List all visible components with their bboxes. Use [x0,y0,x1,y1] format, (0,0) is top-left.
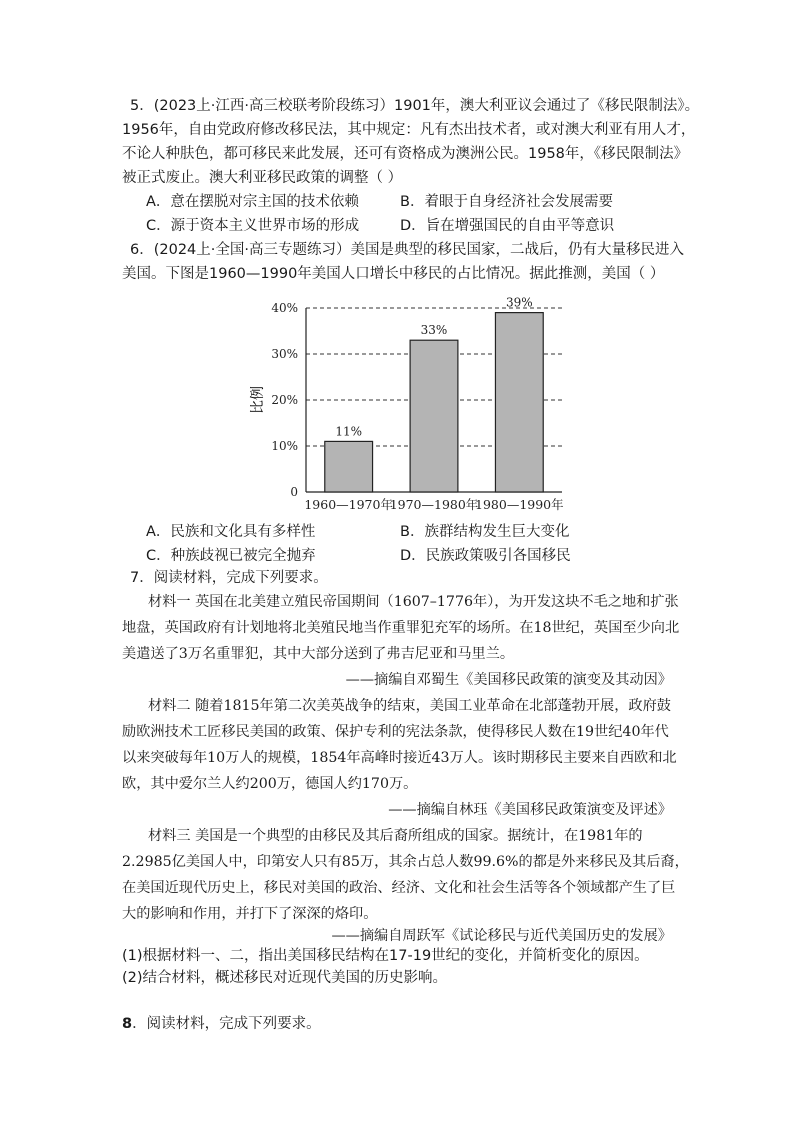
q5-stem-line-1: 5．(2023上·江西·高三校联考阶段练习）1901年，澳大利亚议会通过了《移民限制法》。 [130,98,700,114]
q6-stem-line-2: 美国。下图是1960—1990年美国人口增长中移民的占比情况。据此推测，美国（ ） [122,266,665,282]
y-tick-label: 10% [271,439,298,453]
q7-requirement-1: (1)根据材料一、二，指出美国移民结构在17-19世纪的变化，并简析变化的原因。 [122,948,649,964]
q5-option-d: D．旨在增强国民的自由平等意识 [400,218,615,234]
question-8 [122,1014,321,1034]
y-tick-label: 30% [271,347,298,361]
immigration-share-bar-chart [0,0,800,520]
q7-material-2-line-2: 励欧洲技术工匠移民美国的政策、保护专利的宪法条款，使得移民人数在19世纪40年代 [122,724,669,740]
y-tick-label: 0 [290,485,298,499]
q5-stem-line-4: 被正式废止。澳大利亚移民政策的调整（ ） [122,170,403,186]
q6-option-b: B．族群结构发生巨大变化 [400,524,570,540]
y-tick-label: 20% [271,393,298,407]
x-tick-label: 1960—1970年 [304,497,393,512]
q7-material-3-line-3: 在美国近现代历史上，移民对美国的政治、经济、文化和社会生活等各个领域都产生了巨 [122,880,676,896]
q7-material-1-line-3: 美遣送了3万名重罪犯，其中大部分送到了弗吉尼亚和马里兰。 [122,646,515,662]
bar [325,441,373,492]
bar-data-label: 33% [420,323,448,338]
bar-data-label: 11% [335,424,363,439]
q5-stem-line-3: 不论人种肤色，都可移民来此发展，还可有资格成为澳洲公民。1958年，《移民限制法》 [122,146,689,162]
q7-material-2-line-1: 材料二 随着1815年第二次美英战争的结束，美国工业革命在北部蓬勃开展，政府鼓 [148,698,671,714]
q7-material-2-line-3: 以来突破每年10万人的规模，1854年高峰时接近43万人。该时期移民主要来自西欧和北 [122,750,677,766]
q6-option-a: A．民族和文化具有多样性 [146,524,316,540]
q5-option-a: A．意在摆脱对宗主国的技术依赖 [146,194,359,210]
q7-material-2-line-4: 欧，其中爱尔兰人约200万，德国人约170万。 [122,776,418,792]
bar [410,340,458,492]
q7-material-1-line-1: 材料一 英国在北美建立殖民帝国期间（1607–1776年），为开发这块不毛之地和扩张 [148,594,679,610]
y-axis-label: 比例 [250,386,266,414]
q7-material-3-line-4: 大的影响和作用，并打下了深深的烙印。 [122,906,378,922]
q5-option-c: C．源于资本主义世界市场的形成 [146,218,360,234]
q7-material-3-line-2: 2.2985亿美国人中，印第安人只有85万，其余占总人数99.6%的都是外来移民及其后裔， [122,854,689,870]
q5-option-b: B．着眼于自身经济社会发展需要 [400,194,613,210]
q6-stem-line-1: 6．(2024上·全国·高三专题练习）美国是典型的移民国家，二战后，仍有大量移民进入 [130,242,684,258]
q8-stem: ．阅读材料，完成下列要求。 [132,1016,321,1032]
q7-material-1-source: ——摘编自邓蜀生《美国移民政策的演变及其动因》 [345,672,672,688]
q7-material-1-line-2: 地盘，英国政府有计划地将北美殖民地当作重罪犯充军的场所。在18世纪，英国至少向北 [122,620,680,636]
bar [495,313,543,492]
q7-stem: 7．阅读材料，完成下列要求。 [130,570,328,586]
q6-option-d: D．民族政策吸引各国移民 [400,548,571,564]
q7-requirement-2: (2)结合材料，概述移民对近现代美国的历史影响。 [122,970,448,986]
q7-material-2-source: ——摘编自林珏《美国移民政策演变及评述》 [388,802,672,818]
q7-material-3-line-1: 材料三 美国是一个典型的由移民及其后裔所组成的国家。据统计，在1981年的 [148,828,643,844]
y-tick-label: 40% [271,301,298,315]
x-tick-label: 1970—1980年 [389,497,479,512]
x-tick-label: 1980—1990年 [475,497,564,512]
q6-option-c: C．种族歧视已被完全抛弃 [146,548,316,564]
bar-data-label: 39% [505,295,533,310]
q7-material-3-source: ——摘编自周跃军《试论移民与近代美国历史的发展》 [331,928,672,944]
q8-number: 8 [122,1016,133,1032]
q5-stem-line-2: 1956年，自由党政府修改移民法，其中规定：凡有杰出技术者，或对澳大利亚有用人才， [122,122,696,138]
